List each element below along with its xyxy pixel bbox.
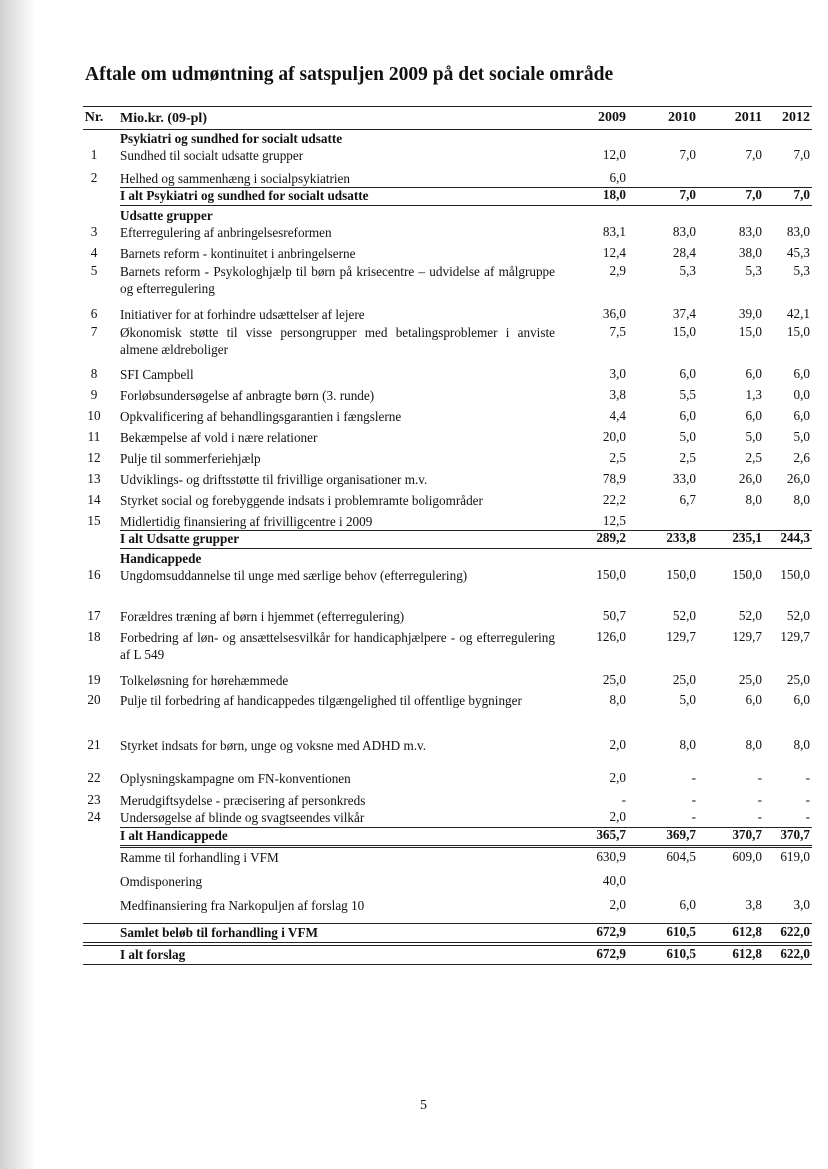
row-description: SFI Campbell: [120, 367, 194, 382]
row-value: 8,0: [793, 737, 810, 752]
row-value: 15,0: [738, 324, 762, 339]
section-title: Psykiatri og sundhed for socialt udsatte: [120, 131, 343, 146]
row-value: 5,3: [793, 263, 810, 278]
section-total-row: [83, 187, 812, 207]
table-row: [83, 692, 812, 737]
row-value: 12,4: [602, 245, 626, 260]
row-value: 25,0: [786, 672, 810, 687]
total-value: 7,0: [745, 187, 762, 202]
row-value: 37,4: [672, 306, 696, 321]
row-value: 6,0: [745, 408, 762, 423]
total-value: 18,0: [602, 187, 626, 202]
row-value: 12,5: [602, 513, 626, 528]
row-value: 5,3: [745, 263, 762, 278]
grand-total-value: 672,9: [596, 924, 626, 939]
row-number: 16: [87, 567, 101, 582]
row-value: 6,0: [793, 408, 810, 423]
row-description: Forløbsundersøgelse af anbragte børn (3. runde): [120, 388, 375, 403]
table-row: [83, 567, 812, 608]
row-description: Bekæmpelse af vold i nære relationer: [120, 430, 318, 445]
row-value: 25,0: [672, 672, 696, 687]
grand-total-value: 610,5: [666, 946, 696, 961]
row-description: Udviklings- og driftsstøtte til frivillige organisationer m.v.: [120, 472, 428, 487]
row-number: 14: [87, 492, 101, 507]
row-value: 5,0: [745, 429, 762, 444]
table-row: [83, 492, 812, 513]
total-value: 7,0: [679, 187, 696, 202]
document-title: Aftale om udmøntning af satspuljen 2009 på det sociale område: [85, 64, 614, 85]
summary-value: 630,9: [596, 849, 626, 864]
row-value: 2,9: [609, 263, 626, 278]
row-description: Barnets reform - kontinuitet i anbringelserne: [120, 246, 356, 261]
summary-row: [83, 871, 812, 895]
total-label: I alt Handicappede: [120, 828, 228, 843]
row-description: Pulje til forbedring af handicappedes tilgængelighed til offentlige bygninger: [120, 693, 522, 708]
row-number: 11: [87, 429, 101, 444]
table-row: [83, 737, 812, 770]
row-value: 6,0: [679, 366, 696, 381]
grand-total-value: 610,5: [666, 924, 696, 939]
row-value: -: [621, 792, 626, 807]
total-value: 7,0: [793, 187, 810, 202]
row-description: Ungdomsuddannelse til unge med særlige behov (efterregulering): [120, 568, 468, 583]
row-value: 78,9: [602, 471, 626, 486]
row-value: 15,0: [672, 324, 696, 339]
row-description: Initiativer for at forhindre udsættelser af lejere: [120, 307, 365, 322]
row-value: 129,7: [666, 629, 696, 644]
row-value: 2,5: [609, 450, 626, 465]
row-value: 8,0: [679, 737, 696, 752]
row-value: 25,0: [738, 672, 762, 687]
section-title: Udsatte grupper: [120, 208, 213, 223]
row-value: 2,6: [793, 450, 810, 465]
header-year: 2009: [598, 110, 626, 125]
row-value: 83,0: [786, 224, 810, 239]
total-value: 370,7: [780, 827, 810, 842]
section-total-row: [83, 827, 812, 847]
row-value: 7,0: [745, 147, 762, 162]
summary-value: 3,0: [793, 897, 810, 912]
grand-total-value: 622,0: [780, 946, 810, 961]
row-value: 7,5: [609, 324, 626, 339]
row-number: 6: [90, 306, 98, 321]
table-row: [83, 306, 812, 324]
grand-total-value: 612,8: [732, 924, 762, 939]
row-number: 5: [90, 263, 98, 278]
row-value: 52,0: [672, 608, 696, 623]
header-year: 2011: [734, 110, 762, 125]
row-value: 3,8: [609, 387, 626, 402]
row-description: Efterregulering af anbringelsesreformen: [120, 225, 332, 240]
section-heading: [83, 550, 812, 567]
summary-value: 2,0: [609, 897, 626, 912]
row-description: Forbedring af løn- og ansættelsesvilkår for handicaphjælpere - og efterregulering af L 549: [120, 630, 555, 662]
row-value: 2,0: [609, 809, 626, 824]
page-number: 5: [420, 1098, 427, 1113]
row-description: Midlertidig finansiering af frivilligcentre i 2009: [120, 514, 373, 529]
row-value: 52,0: [786, 608, 810, 623]
row-value: 129,7: [732, 629, 762, 644]
row-value: -: [805, 770, 810, 785]
row-value: -: [757, 792, 762, 807]
row-value: 25,0: [602, 672, 626, 687]
row-value: 52,0: [738, 608, 762, 623]
row-value: 3,0: [609, 366, 626, 381]
table-row: [83, 387, 812, 408]
table-row: [83, 366, 812, 387]
grand-total-label: I alt forslag: [120, 947, 186, 962]
row-value: 22,2: [602, 492, 626, 507]
row-value: 42,1: [786, 306, 810, 321]
row-value: 2,0: [609, 737, 626, 752]
row-value: -: [805, 809, 810, 824]
row-value: 6,0: [609, 170, 626, 185]
total-value: 235,1: [732, 530, 762, 545]
row-number: 22: [87, 770, 101, 785]
summary-value: 619,0: [780, 849, 810, 864]
row-number: 24: [87, 809, 101, 824]
row-description: Pulje til sommerferiehjælp: [120, 451, 261, 466]
row-value: 7,0: [793, 147, 810, 162]
row-value: 150,0: [732, 567, 762, 582]
row-number: 21: [87, 737, 101, 752]
table-row: [83, 170, 812, 187]
row-value: 39,0: [738, 306, 762, 321]
row-value: 5,0: [679, 692, 696, 707]
row-number: 23: [87, 792, 101, 807]
row-number: 19: [87, 672, 101, 687]
row-value: 33,0: [672, 471, 696, 486]
row-number: 9: [90, 387, 98, 402]
total-value: 369,7: [666, 827, 696, 842]
table-row: [83, 672, 812, 692]
row-value: 6,0: [793, 692, 810, 707]
row-value: 6,0: [793, 366, 810, 381]
row-value: 126,0: [596, 629, 626, 644]
table-row: [83, 608, 812, 629]
section-title: Handicappede: [120, 551, 202, 566]
section-rule: [120, 847, 812, 848]
summary-label: Ramme til forhandling i VFM: [120, 850, 279, 865]
row-value: -: [691, 809, 696, 824]
table-row: [83, 471, 812, 492]
row-value: -: [691, 792, 696, 807]
row-value: 12,0: [602, 147, 626, 162]
row-value: 50,7: [602, 608, 626, 623]
row-value: 8,0: [745, 737, 762, 752]
summary-value: 40,0: [602, 873, 626, 888]
grand-total-label: Samlet beløb til forhandling i VFM: [120, 925, 318, 940]
row-value: 5,0: [793, 429, 810, 444]
row-value: -: [757, 809, 762, 824]
row-value: -: [805, 792, 810, 807]
row-value: 2,0: [609, 770, 626, 785]
total-label: I alt Psykiatri og sundhed for socialt udsatte: [120, 188, 369, 203]
row-value: 5,5: [679, 387, 696, 402]
row-value: 45,3: [786, 245, 810, 260]
row-description: Opkvalificering af behandlingsgarantien i fængslerne: [120, 409, 402, 424]
table-row: [83, 792, 812, 809]
row-description: Tolkeløsning for hørehæmmede: [120, 673, 289, 688]
grand-total-row: [83, 923, 812, 945]
row-value: 8,0: [609, 692, 626, 707]
row-value: 129,7: [780, 629, 810, 644]
row-value: 20,0: [602, 429, 626, 444]
section-heading: [83, 130, 812, 147]
row-description: Barnets reform - Psykologhjælp til børn på krisecentre – udvidelse af målgruppe og efterregulering: [120, 264, 555, 296]
grand-total-value: 612,8: [732, 946, 762, 961]
row-value: 6,7: [679, 492, 696, 507]
table-row: [83, 324, 812, 366]
row-number: 13: [87, 471, 101, 486]
summary-label: Medfinansiering fra Narkopuljen af forslag 10: [120, 898, 365, 913]
table-row: [83, 450, 812, 471]
row-value: 2,5: [679, 450, 696, 465]
table-row: [83, 770, 812, 792]
row-value: 7,0: [679, 147, 696, 162]
summary-value: 6,0: [679, 897, 696, 912]
row-value: 5,3: [679, 263, 696, 278]
header-nr: Nr.: [84, 110, 104, 125]
row-value: 83,1: [602, 224, 626, 239]
summary-value: 609,0: [732, 849, 762, 864]
row-number: 7: [90, 324, 98, 339]
row-number: 10: [87, 408, 101, 423]
section-total-row: [83, 530, 812, 550]
row-value: 0,0: [793, 387, 810, 402]
row-description: Helhed og sammenhæng i socialpsykiatrien: [120, 171, 351, 186]
summary-row: [83, 847, 812, 871]
row-value: 6,0: [745, 692, 762, 707]
grand-total-value: 672,9: [596, 946, 626, 961]
table-row: [83, 147, 812, 170]
total-value: 289,2: [596, 530, 626, 545]
row-value: 150,0: [780, 567, 810, 582]
grand-total-row: [83, 945, 812, 967]
row-description: Styrket social og forebyggende indsats i problemramte boligområder: [120, 493, 483, 508]
header-year: 2010: [668, 110, 696, 125]
budget-table: [83, 106, 812, 962]
table-row: [83, 224, 812, 245]
header-year: 2012: [782, 110, 810, 125]
row-description: Undersøgelse af blinde og svagtseendes vilkår: [120, 810, 365, 825]
table-row: [83, 408, 812, 429]
row-value: 36,0: [602, 306, 626, 321]
summary-row: [83, 895, 812, 923]
row-number: 3: [90, 224, 98, 239]
row-number: 8: [90, 366, 98, 381]
summary-value: 604,5: [666, 849, 696, 864]
table-row: [83, 809, 812, 827]
row-description: Styrket indsats for børn, unge og voksne med ADHD m.v.: [120, 738, 427, 753]
row-description: Forældres træning af børn i hjemmet (efterregulering): [120, 609, 405, 624]
row-value: 15,0: [786, 324, 810, 339]
table-row: [83, 263, 812, 306]
row-value: 83,0: [738, 224, 762, 239]
table-row: [83, 513, 812, 530]
row-number: 12: [87, 450, 101, 465]
row-description: Merudgiftsydelse - præcisering af personkreds: [120, 793, 366, 808]
row-number: 20: [87, 692, 101, 707]
row-value: 4,4: [609, 408, 626, 423]
row-value: 8,0: [793, 492, 810, 507]
total-value: 370,7: [732, 827, 762, 842]
total-value: 365,7: [596, 827, 626, 842]
table-row: [83, 245, 812, 263]
row-value: 26,0: [786, 471, 810, 486]
row-number: 17: [87, 608, 101, 623]
row-number: 4: [90, 245, 98, 260]
total-label: I alt Udsatte grupper: [120, 531, 240, 546]
row-value: 6,0: [745, 366, 762, 381]
scan-edge: [0, 0, 36, 1169]
row-value: -: [691, 770, 696, 785]
row-value: 6,0: [679, 408, 696, 423]
row-value: 5,0: [679, 429, 696, 444]
row-number: 1: [90, 147, 98, 162]
row-value: 1,3: [745, 387, 762, 402]
row-value: 8,0: [745, 492, 762, 507]
row-value: 150,0: [596, 567, 626, 582]
row-value: 150,0: [666, 567, 696, 582]
header-label: Mio.kr. (09-pl): [120, 111, 207, 126]
table-header: [83, 106, 812, 130]
summary-label: Omdisponering: [120, 874, 203, 889]
section-heading: [83, 207, 812, 224]
row-description: Sundhed til socialt udsatte grupper: [120, 148, 304, 163]
row-value: 83,0: [672, 224, 696, 239]
row-value: -: [757, 770, 762, 785]
table-row: [83, 629, 812, 672]
row-value: 2,5: [745, 450, 762, 465]
summary-value: 3,8: [745, 897, 762, 912]
table-row: [83, 429, 812, 450]
total-value: 244,3: [780, 530, 810, 545]
row-number: 2: [90, 170, 98, 185]
row-description: Økonomisk støtte til visse persongrupper med betalingsproblemer i anviste almene ældreboliger: [120, 325, 555, 357]
row-description: Oplysningskampagne om FN-konventionen: [120, 771, 351, 786]
total-value: 233,8: [666, 530, 696, 545]
row-value: 26,0: [738, 471, 762, 486]
row-value: 28,4: [672, 245, 696, 260]
grand-total-value: 622,0: [780, 924, 810, 939]
row-number: 15: [87, 513, 101, 528]
row-value: 38,0: [738, 245, 762, 260]
row-number: 18: [87, 629, 101, 644]
